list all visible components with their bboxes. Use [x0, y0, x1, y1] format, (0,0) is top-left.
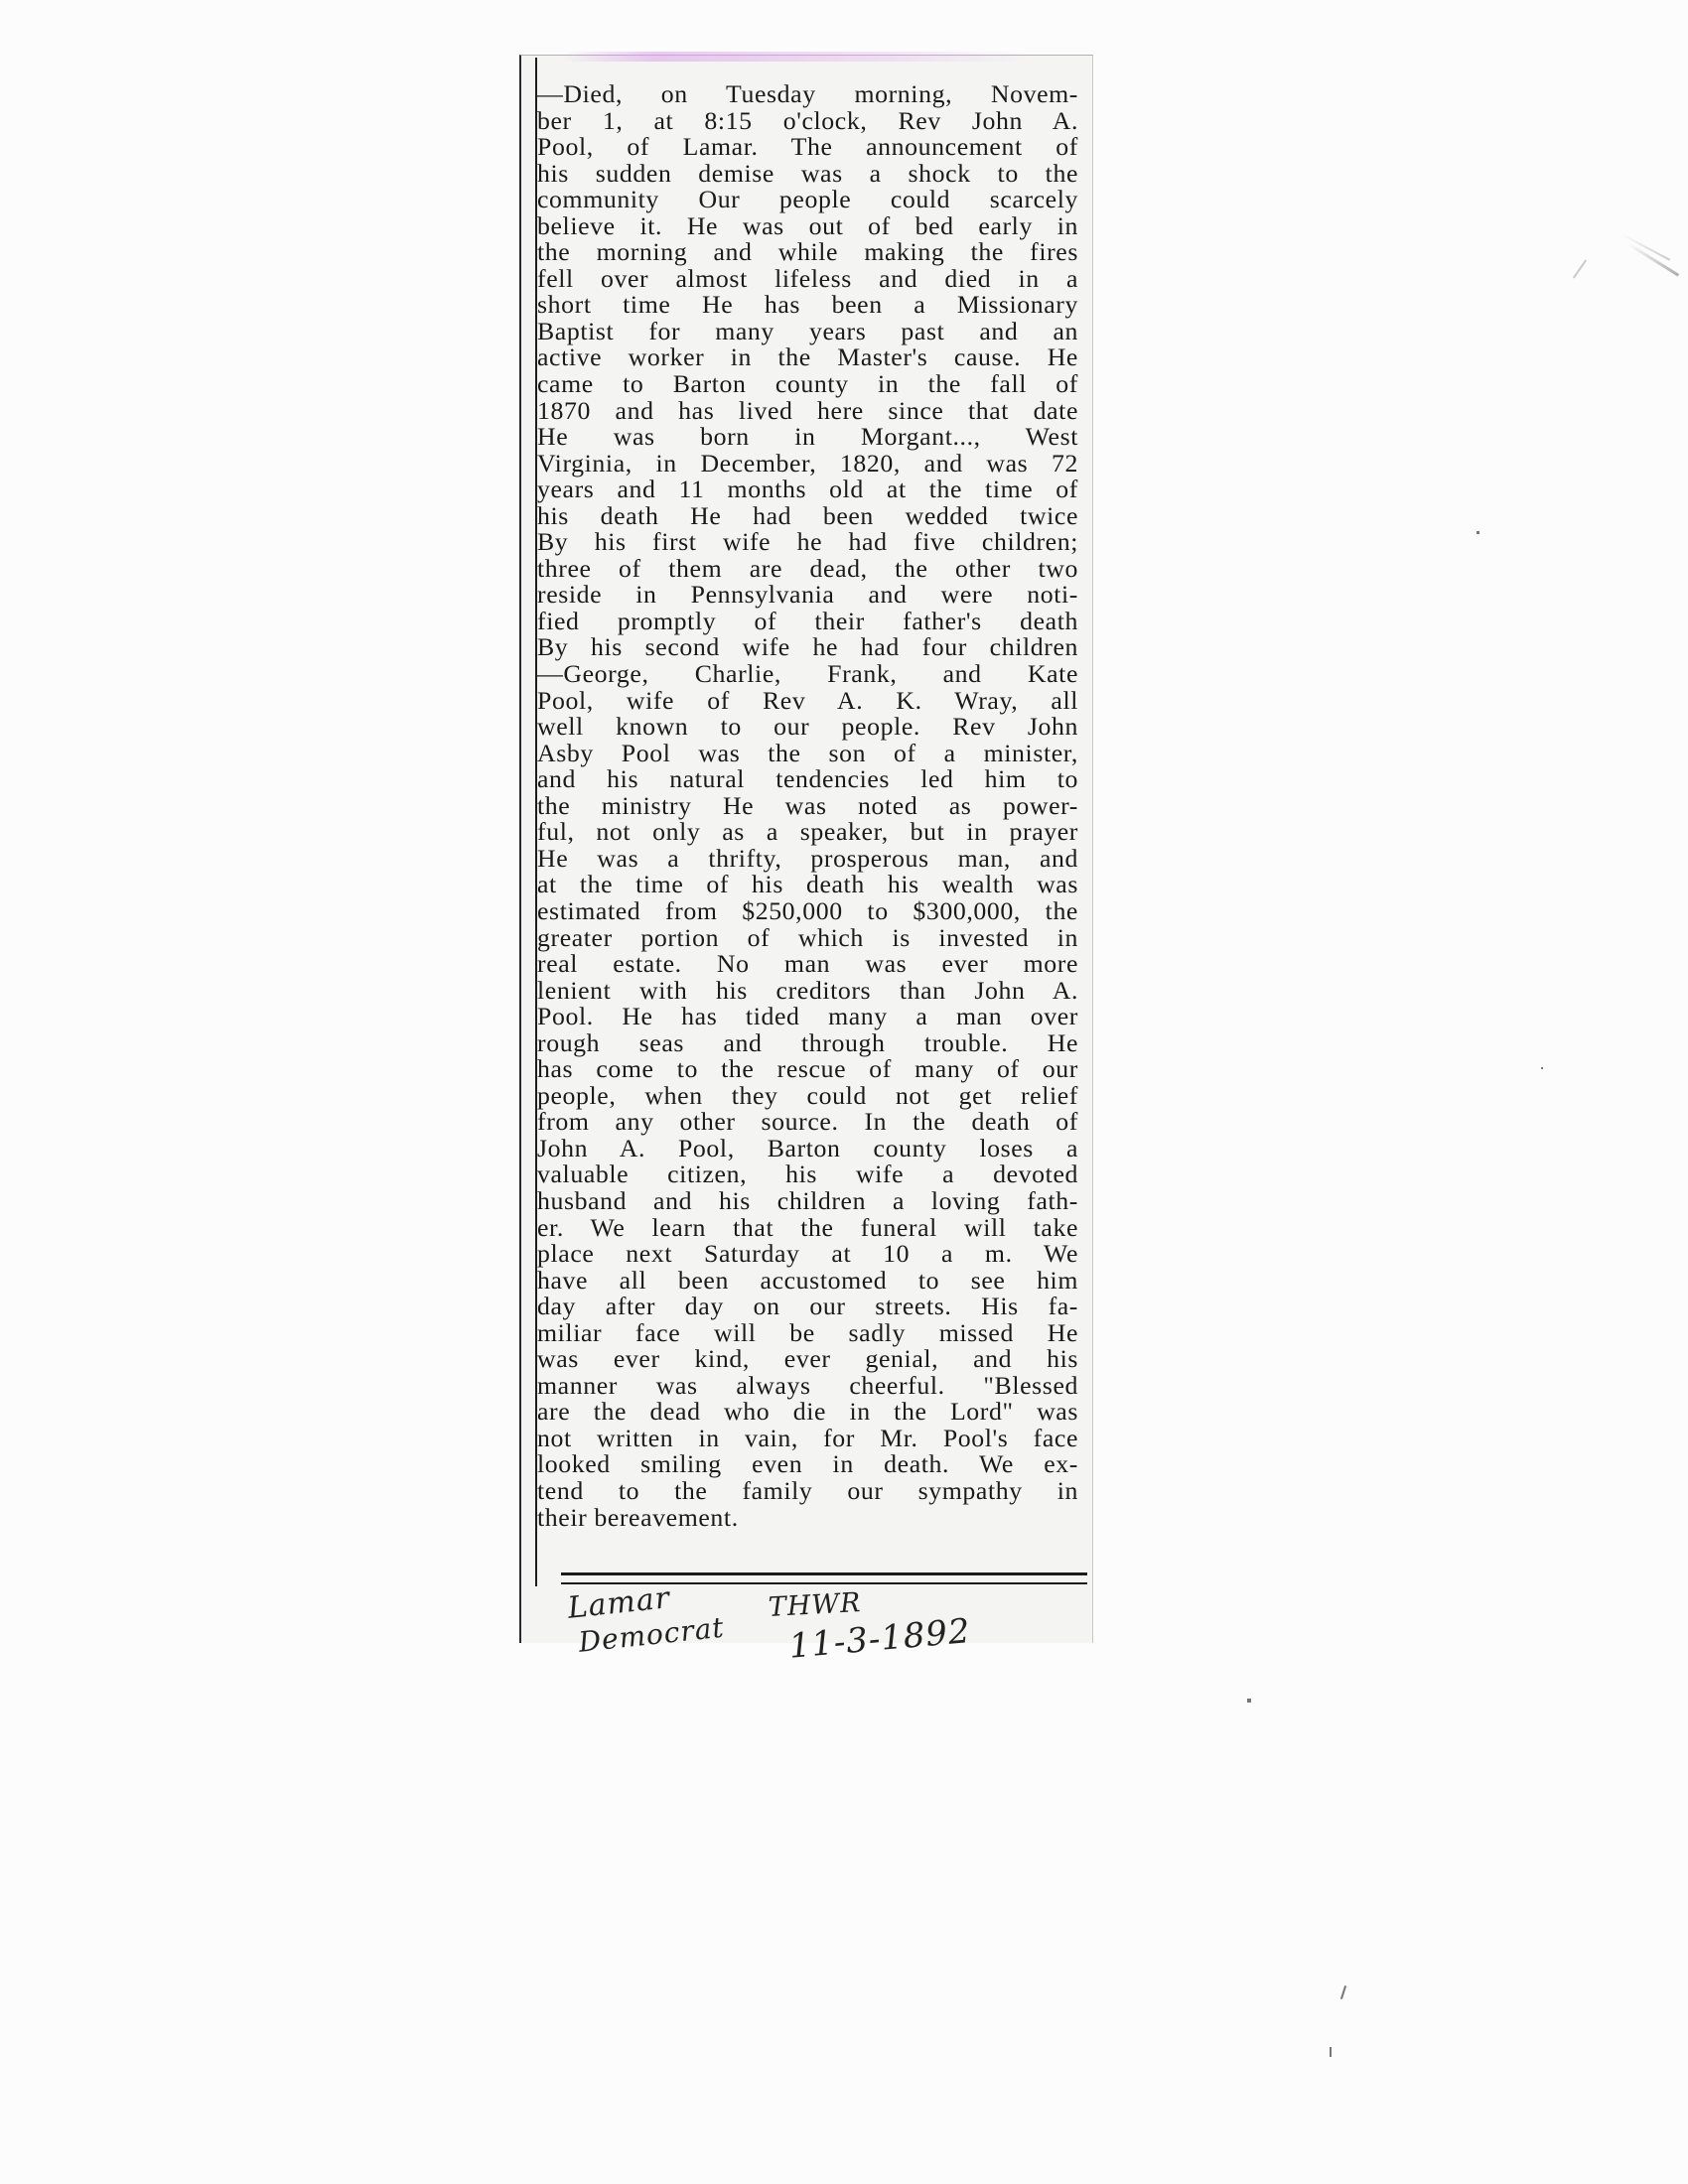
scan-speck	[1541, 1067, 1543, 1069]
article-line: Pool. He has tided many a man over	[537, 1002, 1078, 1031]
article-line: his sudden demise was a shock to the	[537, 158, 1078, 188]
article-line: three of them are dead, the other two	[537, 553, 1078, 583]
article-line: valuable citizen, his wife a devoted	[537, 1160, 1078, 1189]
article-line: Pool, wife of Rev A. K. Wray, all	[537, 685, 1078, 715]
article-line: at the time of his death his wealth was	[537, 870, 1078, 899]
article-line: have all been accustomed to see him	[537, 1265, 1078, 1295]
article-line: the ministry He was noted as power-	[537, 790, 1078, 820]
article-line: Virginia, in December, 1820, and was 72	[537, 448, 1078, 478]
article-line: has come to the rescue of many of our	[537, 1054, 1078, 1084]
article-line: fell over almost lifeless and died in a	[537, 263, 1078, 293]
article-line: estimated from $250,000 to $300,000, the	[537, 895, 1078, 925]
highlighter-mark	[561, 52, 1028, 62]
article-line: manner was always cheerful. "Blessed	[537, 1370, 1078, 1400]
article-line: 1870 and has lived here since that date	[537, 395, 1078, 425]
newspaper-clipping	[519, 55, 1093, 1667]
article-line: and his natural tendencies led him to	[537, 764, 1078, 794]
article-line: He was a thrifty, prosperous man, and	[537, 843, 1078, 873]
article-line: fied promptly of their father's death	[537, 606, 1078, 635]
article-line: ber 1, at 8:15 o'clock, Rev John A.	[537, 105, 1078, 135]
article-line: came to Barton county in the fall of	[537, 369, 1078, 399]
article-line: real estate. No man was ever more	[537, 949, 1078, 979]
article-line: —George, Charlie, Frank, and Kate	[537, 659, 1078, 689]
article-line: was ever kind, ever genial, and his	[537, 1344, 1078, 1374]
article-line: people, when they could not get relief	[537, 1080, 1078, 1110]
article-line: not written in vain, for Mr. Pool's face	[537, 1423, 1078, 1452]
scan-streak	[1627, 242, 1679, 276]
article-line: rough seas and through trouble. He	[537, 1027, 1078, 1057]
article-line: —Died, on Tuesday morning, Novem-	[537, 79, 1078, 108]
obituary-text	[537, 81, 1078, 1531]
article-line: day after day on our streets. His fa-	[537, 1292, 1078, 1321]
handwritten-date: 11-3-1892	[787, 1611, 973, 1667]
handwritten-source-line1: Lamar	[566, 1580, 672, 1626]
article-line: miliar face will be sadly missed He	[537, 1317, 1078, 1347]
article-line: er. We learn that the funeral will take	[537, 1212, 1078, 1242]
article-line: By his second wife he had four children	[537, 632, 1078, 662]
article-line: place next Saturday at 10 a m. We	[537, 1239, 1078, 1269]
article-line: greater portion of which is invested in	[537, 922, 1078, 952]
handwritten-source-line2: Democrat	[577, 1610, 727, 1659]
article-line: Asby Pool was the son of a minister,	[537, 738, 1078, 767]
article-line: years and 11 months old at the time of	[537, 475, 1078, 504]
article-line: husband and his children a loving fath-	[537, 1185, 1078, 1215]
article-line: Baptist for many years past and an	[537, 316, 1078, 345]
article-line: reside in Pennsylvania and were noti-	[537, 580, 1078, 610]
article-line: their bereavement.	[537, 1502, 739, 1532]
scan-streak	[1573, 259, 1587, 278]
article-line: the morning and while making the fires	[537, 237, 1078, 267]
scan-speck	[1330, 2047, 1332, 2057]
article-line: ful, not only as a speaker, but in prayer	[537, 817, 1078, 847]
article-line: believe it. He was out of bed early in	[537, 210, 1078, 240]
article-line: looked smiling even in death. We ex-	[537, 1449, 1078, 1479]
article-line: tend to the family our sympathy in	[537, 1475, 1078, 1505]
handwritten-code: THWR	[768, 1587, 863, 1623]
article-line: are the dead who die in the Lord" was	[537, 1397, 1078, 1427]
article-line: well known to our people. Rev John	[537, 712, 1078, 742]
scan-speck	[1477, 531, 1479, 534]
article-line: lenient with his creditors than John A.	[537, 975, 1078, 1005]
article-line: short time He has been a Missionary	[537, 290, 1078, 320]
scan-speck	[1340, 1985, 1346, 1999]
article-line: community Our people could scarcely	[537, 185, 1078, 214]
article-line: Pool, of Lamar. The announcement of	[537, 132, 1078, 162]
scan-speck	[1247, 1699, 1251, 1703]
article-line: active worker in the Master's cause. He	[537, 342, 1078, 372]
article-line: his death He had been wedded twice	[537, 500, 1078, 530]
article-line: John A. Pool, Barton county loses a	[537, 1133, 1078, 1162]
article-line: By his first wife he had five children;	[537, 527, 1078, 557]
article-line: He was born in Morgant..., West	[537, 422, 1078, 452]
article-line: from any other source. In the death of	[537, 1107, 1078, 1137]
